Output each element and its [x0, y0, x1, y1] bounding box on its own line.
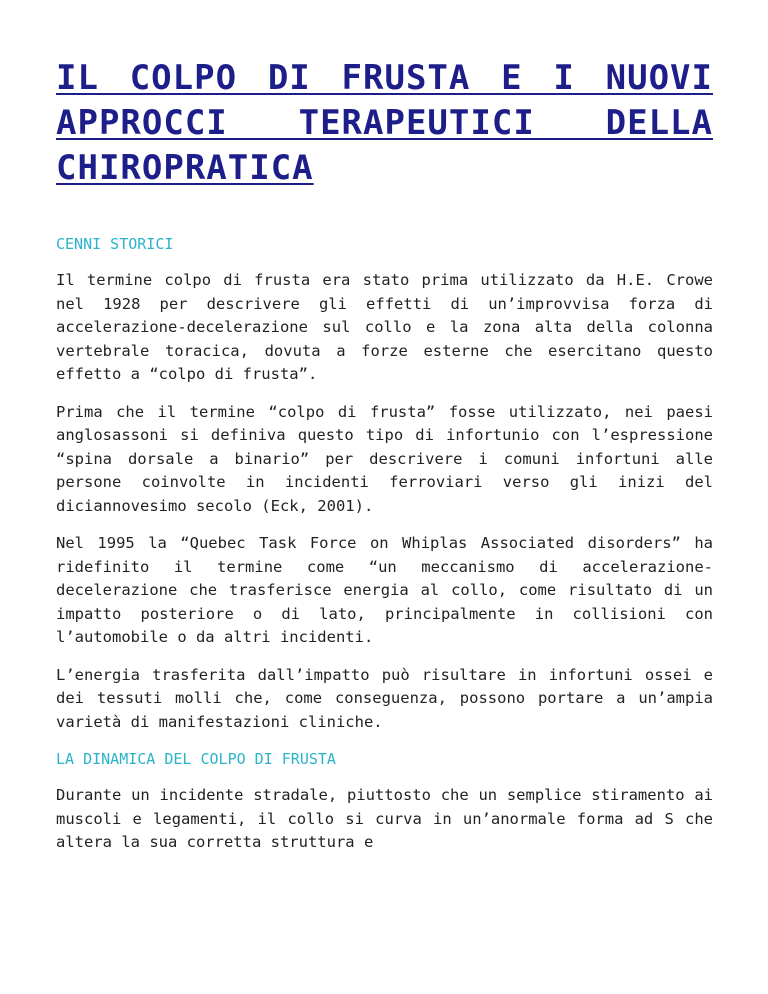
paragraph: Il termine colpo di frusta era stato prima utilizzato da H.E. Crowe nel 1928 per descrivere gli effetti di un’improvvisa forza di accelerazione-decelerazione sul collo e la zona alta della colonna vertebrale toracica, dovuta a forze esterne che esercitano questo effetto a “colpo di frusta”. [56, 271, 713, 383]
section-cenni-storici [56, 233, 713, 734]
article-title: IL COLPO DI FRUSTA E I NUOVI APPROCCI TERAPEUTICI DELLA CHIROPRATICA [56, 58, 713, 188]
section-heading: CENNI STORICI [56, 235, 174, 253]
section-dinamica [56, 748, 713, 855]
paragraph: Durante un incidente stradale, piuttosto che un semplice stiramento ai muscoli e legamenti, il collo si curva in un’anormale forma ad S che altera la sua corretta struttura e [56, 786, 713, 851]
article [56, 56, 713, 855]
paragraph: Nel 1995 la “Quebec Task Force on Whiplas Associated disorders” ha ridefinito il termine come “un meccanismo di accelerazione-decelerazione che trasferisce energia al collo, come risultato di un impatto posteriore o di lato, principalmente in collisioni con l’automobile o da altri incidenti. [56, 534, 713, 646]
paragraph: L’energia trasferita dall’impatto può risultare in infortuni ossei e dei tessuti molli che, come conseguenza, possono portare a un’ampia varietà di manifestazioni cliniche. [56, 665, 713, 731]
paragraph: Prima che il termine “colpo di frusta” fosse utilizzato, nei paesi anglosassoni si definiva questo tipo di infortunio con l’espressione “spina dorsale a binario” per descrivere i comuni infortuni alle persone coinvolte in incidenti ferroviari verso gli inizi del diciannovesimo secolo (Eck, 2001). [56, 402, 713, 515]
section-heading: LA DINAMICA DEL COLPO DI FRUSTA [56, 750, 336, 768]
